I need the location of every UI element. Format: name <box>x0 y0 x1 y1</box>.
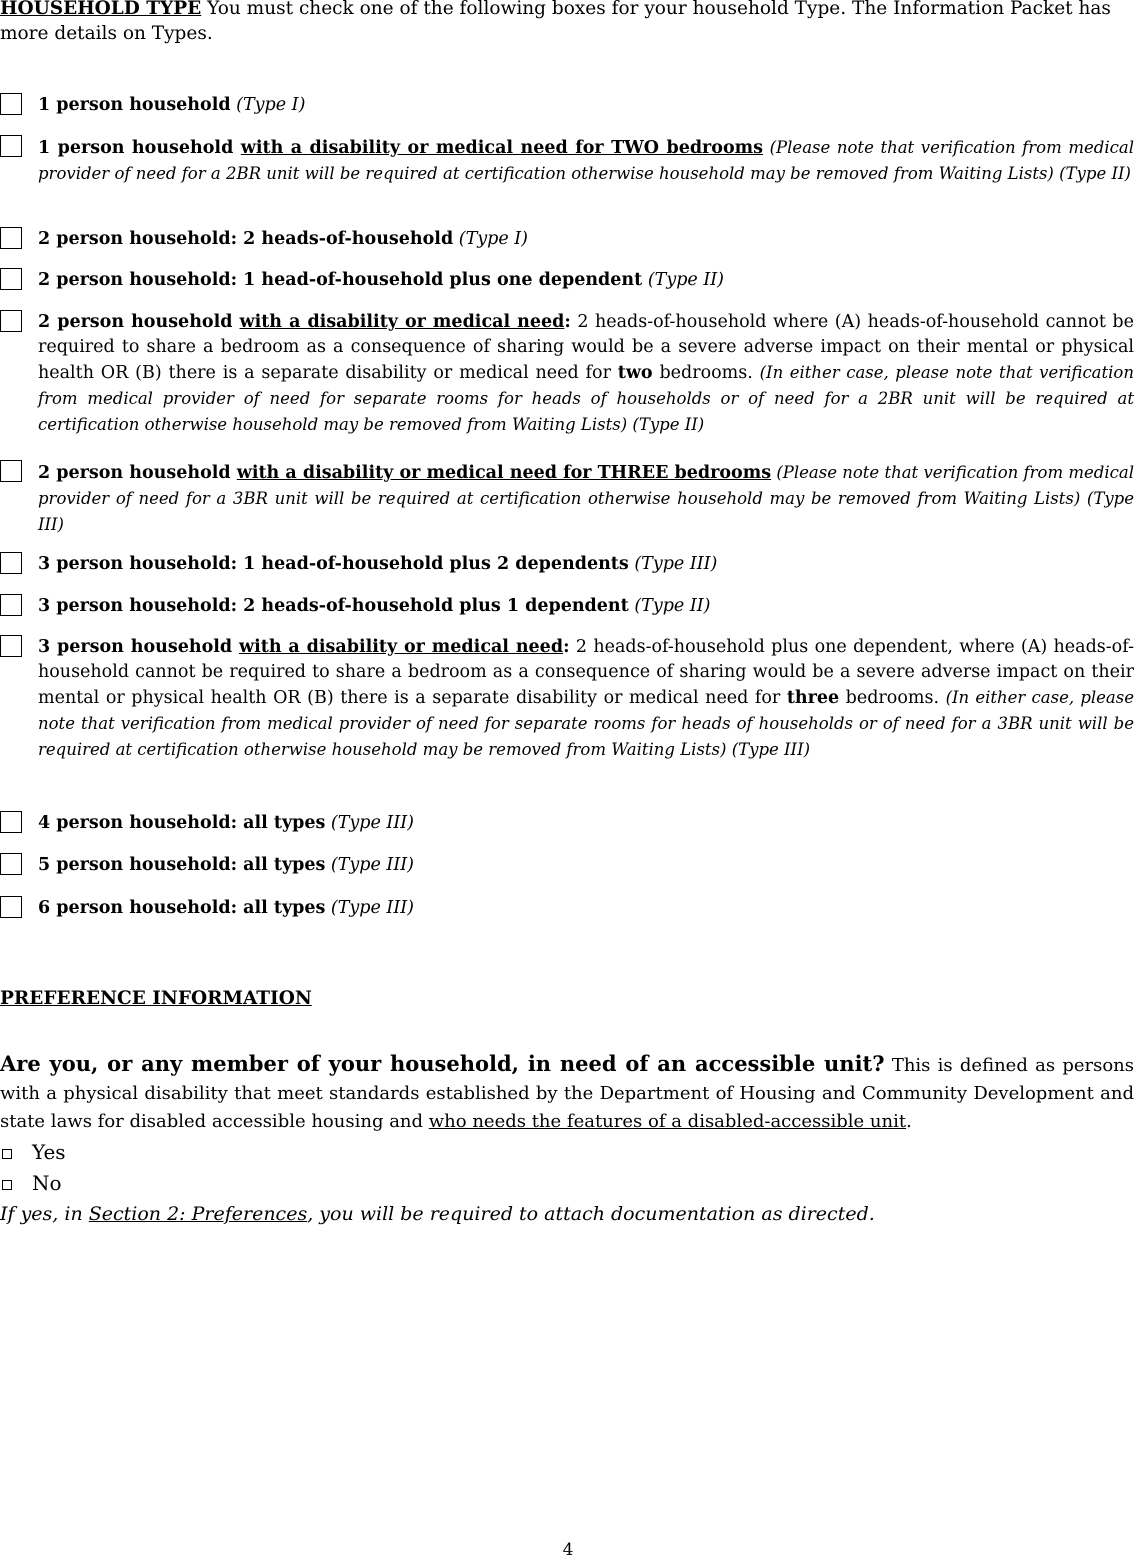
no-label: No <box>32 1171 62 1195</box>
household-option-checkbox[interactable] <box>0 896 22 918</box>
household-option-checkbox[interactable] <box>0 853 22 875</box>
household-option-checkbox[interactable] <box>0 135 22 157</box>
preference-heading: PREFERENCE INFORMATION <box>0 988 312 1009</box>
page-number: 4 <box>562 1540 574 1560</box>
preference-note: If yes, in Section 2: Preferences, you will be required to attach documentation as directed. <box>0 1203 875 1225</box>
accessible-unit-question: Are you, or any member of your household, in need of an accessible unit? This is defined as persons with a physical disability that meet standards established by the Department of Housing and Community Development and state laws for disabled accessible housing and who needs the features of a disabled-accessible unit. <box>0 1051 1135 1132</box>
household-option-6: 2 person household with a disability or medical need for THREE bedrooms (Please note that verification from medical provider of need for a 3BR unit will be required at certification otherwise household may be removed from Waiting Lists) (Type III) <box>0 460 1134 538</box>
household-option-10: 4 person household: all types (Type III) <box>0 811 1134 836</box>
household-option-checkbox[interactable] <box>0 635 22 657</box>
household-option-checkbox[interactable] <box>0 93 22 115</box>
household-type-heading: HOUSEHOLD TYPE <box>0 0 202 19</box>
yes-label: Yes <box>32 1140 66 1164</box>
household-option-checkbox[interactable] <box>0 594 22 616</box>
no-checkbox[interactable] <box>2 1180 12 1190</box>
household-option-7: 3 person household: 1 head-of-household plus 2 dependents (Type III) <box>0 552 1134 577</box>
household-option-11: 5 person household: all types (Type III) <box>0 853 1134 878</box>
household-type-intro: HOUSEHOLD TYPE You must check one of the following boxes for your household Type. The Information Packet has more details on Types. <box>0 0 1111 44</box>
household-option-checkbox[interactable] <box>0 268 22 290</box>
yes-checkbox[interactable] <box>2 1149 12 1159</box>
section-2-preferences-reference: Section 2: Preferences <box>88 1203 308 1225</box>
household-option-1: 1 person household (Type I) <box>0 93 1134 118</box>
household-option-9: 3 person household with a disability or medical need: 2 heads-of-household plus one dependent, where (A) heads-of-household cannot be required to share a bedroom as a consequence of sharing would be a severe adverse impact on their mental or physical health OR (B) there is a separate disability or medical need for three bedrooms. (In either case, please note that verification from medical provider of need for separate rooms for heads of households or of need for a 3BR unit will be required at certification otherwise household may be removed from Waiting Lists) (Type III) <box>0 635 1134 763</box>
household-option-checkbox[interactable] <box>0 811 22 833</box>
household-option-4: 2 person household: 1 head-of-household plus one dependent (Type II) <box>0 268 1134 293</box>
household-option-8: 3 person household: 2 heads-of-household plus 1 dependent (Type II) <box>0 594 1134 619</box>
household-option-5: 2 person household with a disability or medical need: 2 heads-of-household where (A) heads-of-household cannot be required to share a bedroom as a consequence of sharing would be a severe adverse impact on their mental or physical health OR (B) there is a separate disability or medical need for two bedrooms. (In either case, please note that verification from medical provider of need for separate rooms for heads of households or of need for a 2BR unit will be required at certification otherwise household may be removed from Waiting Lists) (Type II) <box>0 310 1134 438</box>
no-option[interactable] <box>2 1170 62 1196</box>
yes-option[interactable] <box>2 1139 66 1165</box>
household-option-2: 1 person household with a disability or medical need for TWO bedrooms (Please note that verification from medical provider of need for a 2BR unit will be required at certification otherwise household may be removed from Waiting Lists) (Type II) <box>0 135 1134 187</box>
household-option-12: 6 person household: all types (Type III) <box>0 896 1134 921</box>
household-option-3: 2 person household: 2 heads-of-household (Type I) <box>0 227 1134 252</box>
household-option-checkbox[interactable] <box>0 460 22 482</box>
household-option-checkbox[interactable] <box>0 310 22 332</box>
household-option-checkbox[interactable] <box>0 552 22 574</box>
household-option-checkbox[interactable] <box>0 227 22 249</box>
